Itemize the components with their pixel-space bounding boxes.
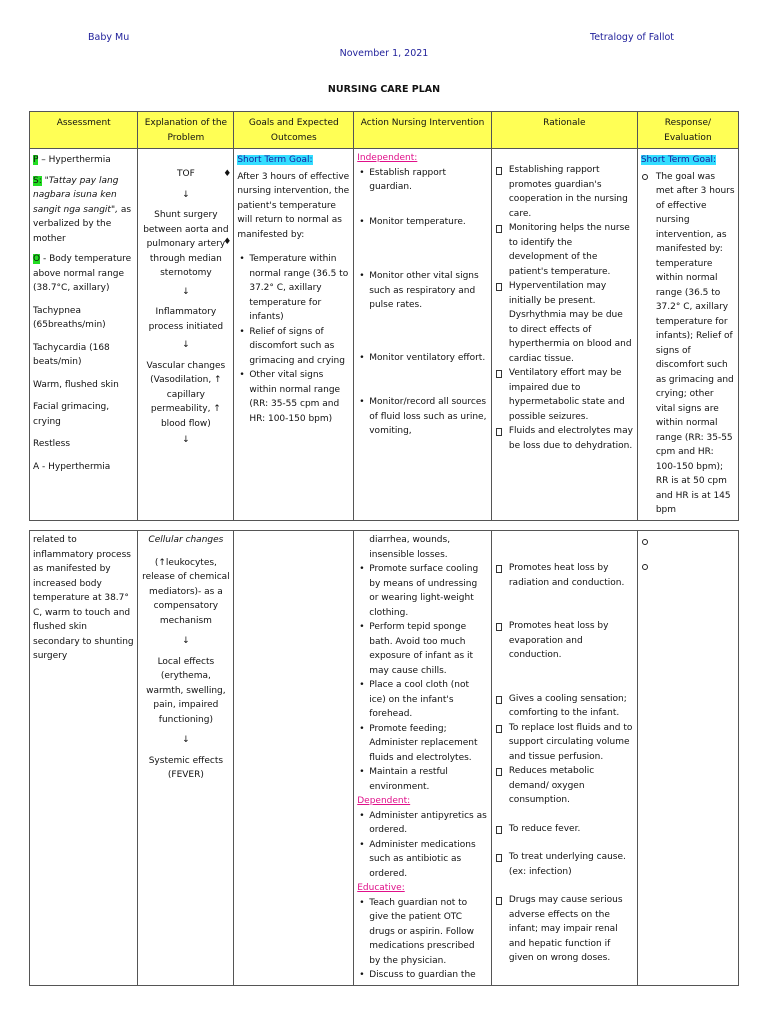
interventions-cell — [354, 531, 492, 986]
rationale-item: Drugs may cause serious adverse effects on the infant; may impair renal and hepatic function if given on wrong doses. — [495, 893, 634, 966]
intervention-item: • Establish rapport guardian. — [357, 166, 488, 195]
intervention-item: • Monitor/record all sources of fluid loss such as urine, vomiting, — [357, 395, 488, 439]
arrow-down-icon: ↓ — [182, 286, 190, 297]
intervention-item: • Promote feeding; Administer replacement fluids and electrolytes. — [357, 722, 488, 766]
intervention-item: • Monitor temperature. — [357, 215, 488, 230]
intervention-item: • Perform tepid sponge bath. Avoid too much exposure of infant as it may cause chills. — [357, 620, 488, 678]
rationale-item: Promotes heat loss by evaporation and conduction. — [495, 619, 634, 663]
diamond-icon: ♦ — [223, 237, 232, 247]
col-header-assessment: Assessment — [30, 112, 138, 149]
patient-name: Baby Mu — [88, 32, 130, 43]
arrow-down-icon: ↓ — [182, 435, 190, 445]
rationale-item: Gives a cooling sensation; comforting to the infant. — [495, 692, 634, 721]
assessment-cell — [30, 149, 138, 521]
finding-tachycardia: Tachycardia (168 beats/min) — [33, 342, 110, 367]
arrow-down-icon: ↓ — [182, 636, 190, 646]
vascular-text: Vascular changes (Vasodilation, ↑ capillary permeability, ↑ blood flow) — [146, 360, 226, 429]
systemic-effects-text: Systemic effects (FEVER) — [148, 755, 224, 780]
explanation-cell — [138, 531, 234, 986]
cellular-text: Cellular changes — [148, 535, 224, 545]
local-effects-text: Local effects (erythema, warmth, swelling, pain, impaired functioning) — [146, 656, 226, 725]
rationale-item: Ventilatory effort may be impaired due to hypermetabolic state and possible seizures. — [495, 366, 634, 424]
diagnosis-label: Tetralogy of Fallot — [590, 32, 675, 43]
arrow-down-icon: ↓ — [182, 340, 190, 350]
rationale-cell — [491, 531, 637, 986]
s-rest: as verbalized by the mother — [33, 204, 132, 244]
page-title: NURSING CARE PLAN — [327, 84, 441, 95]
diamond-icon: ♦ — [223, 169, 232, 179]
rationale-item: To reduce fever. — [495, 822, 634, 837]
finding-tachypnea: Tachypnea (65breaths/min) — [33, 305, 106, 330]
rationale-item: Reduces metabolic demand/ oxygen consumption. — [495, 764, 634, 808]
table-header-row — [30, 112, 739, 149]
rationale-item: To replace lost fluids and to support circulating volume and tissue perfusion. — [495, 721, 634, 765]
goal-intro: After 3 hours of effective nursing intervention, the patient's temperature will return to normal as manifested by: — [237, 171, 350, 240]
cellular-detail: (↑leukocytes, release of chemical mediators)- as a compensatory mechanism — [142, 557, 230, 626]
table-row — [30, 149, 739, 521]
care-plan-table-page2 — [29, 530, 739, 986]
intervention-item: • Place a cool cloth (not ice) on the infant's forehead. — [357, 678, 488, 722]
col-header-goals: Goals and Expected Outcomes — [234, 112, 354, 149]
educative-label: Educative: — [357, 883, 405, 893]
evaluation-text: The goal was met after 3 hours of effective nursing intervention, as manifested by: temperature within normal range (36.5 to 37.2° C, axillary temperature for infants); Relief of signs of discomfort such as grimacing and crying; other vital signs are within normal range (RR: 35-55 cpm and HR: 100-150 bpm); RR is at 50 cpm and HR is at 145 bpm — [641, 170, 735, 518]
explanation-cell — [138, 149, 234, 521]
arrow-down-icon: ↓ — [182, 189, 190, 200]
finding-grimacing: Facial grimacing, crying — [33, 402, 110, 427]
s-quote: "Tattay pay lang nagbara isuna ken sangit nga sangit", — [33, 175, 119, 215]
shunt-text: Shunt surgery between aorta and pulmonary artery — [143, 210, 229, 249]
rationale-item: Monitoring helps the nurse to identify the development of the patient's temperature. — [495, 221, 634, 279]
assessment-cell — [30, 531, 138, 986]
evaluation-cell — [637, 149, 738, 521]
s-label: S: — [33, 175, 42, 186]
intervention-item: • Administer medications such as antibiotic as ordered. — [357, 838, 488, 882]
p-text: – Hyperthermia — [38, 155, 111, 165]
arrow-down-icon: ↓ — [182, 735, 190, 745]
dependent-label: Dependent: — [357, 796, 411, 806]
short-term-goal-label: Short Term Goal: — [237, 155, 313, 165]
goals-cell — [234, 531, 354, 986]
rationale-item: Establishing rapport promotes guardian's cooperation in the nursing care. — [495, 163, 634, 221]
finding-restless: Restless — [33, 439, 71, 449]
col-header-explanation: Explanation of the Problem — [138, 112, 234, 149]
care-plan-table-page1 — [29, 111, 739, 521]
col-header-evaluation: Response/ Evaluation — [637, 112, 738, 149]
o-text: - Body temperature above normal range (38.7°C, axillary) — [33, 254, 132, 293]
rationale-item: Promotes heat loss by radiation and conduction. — [495, 561, 634, 590]
intervention-item: • Monitor other vital signs such as respiratory and pulse rates. — [357, 269, 488, 313]
goals-cell — [234, 149, 354, 521]
interventions-cell — [354, 149, 492, 521]
rationale-item: Hyperventilation may initially be present. Dysrhythmia may be due to direct effects of hyperthermia on blood and cardiac tissue. — [495, 279, 634, 366]
intervention-item: • Monitor ventilatory effort. — [357, 351, 488, 366]
independent-label: Independent: — [357, 153, 418, 163]
rationale-item: To treat underlying cause. (ex: infection) — [495, 850, 634, 879]
p-label: P — [33, 155, 39, 165]
intervention-item: • Promote surface cooling by means of undressing or wearing light-weight clothing. — [357, 562, 488, 620]
goal-item: • Relief of signs of discomfort such as grimacing and crying — [237, 325, 350, 369]
table-row — [30, 531, 739, 986]
o-label: O — [33, 254, 41, 264]
col-header-interventions: Action Nursing Intervention — [354, 112, 492, 149]
rationale-cell — [491, 149, 637, 521]
assessment-continued: related to inflammatory process as manifested by increased body temperature at 38.7° C, warm to touch and flushed skin secondary to shunting surgery — [33, 535, 134, 661]
shunt-text-2: through median sternotomy — [149, 253, 222, 278]
intervention-item: • Maintain a restful environment. — [357, 765, 488, 794]
goal-item: • Temperature within normal range (36.5 to 37.2° C, axillary temperature for infants) — [237, 252, 350, 325]
a-hyperthermia: A - Hyperthermia — [33, 461, 111, 472]
inflammatory-text: Inflammatory process initiated — [148, 307, 224, 332]
intervention-item: • Administer antipyretics as ordered. — [357, 809, 488, 838]
plan-date: November 1, 2021 — [339, 48, 429, 59]
col-header-rationale: Rationale — [491, 112, 637, 149]
intervention-item: • Teach guardian not to give the patient OTC drugs or aspirin. Follow medications prescribed by the physician. — [357, 896, 488, 969]
finding-skin: Warm, flushed skin — [33, 379, 119, 390]
intervention-item: • Discuss to guardian the — [357, 968, 488, 983]
goal-item: • Other vital signs within normal range (RR: 35-55 cpm and HR: 100-150 bpm) — [237, 368, 350, 426]
circle-bullet-icon — [642, 539, 648, 545]
short-term-goal-label: Short Term Goal: — [640, 155, 717, 165]
evaluation-cell — [637, 531, 738, 986]
rationale-item: Fluids and electrolytes may be loss due to dehydration. — [495, 424, 634, 453]
intervention-continued: diarrhea, wounds, insensible losses. — [369, 535, 451, 560]
circle-bullet-icon — [642, 564, 648, 570]
tof-text: TOF — [177, 169, 195, 179]
